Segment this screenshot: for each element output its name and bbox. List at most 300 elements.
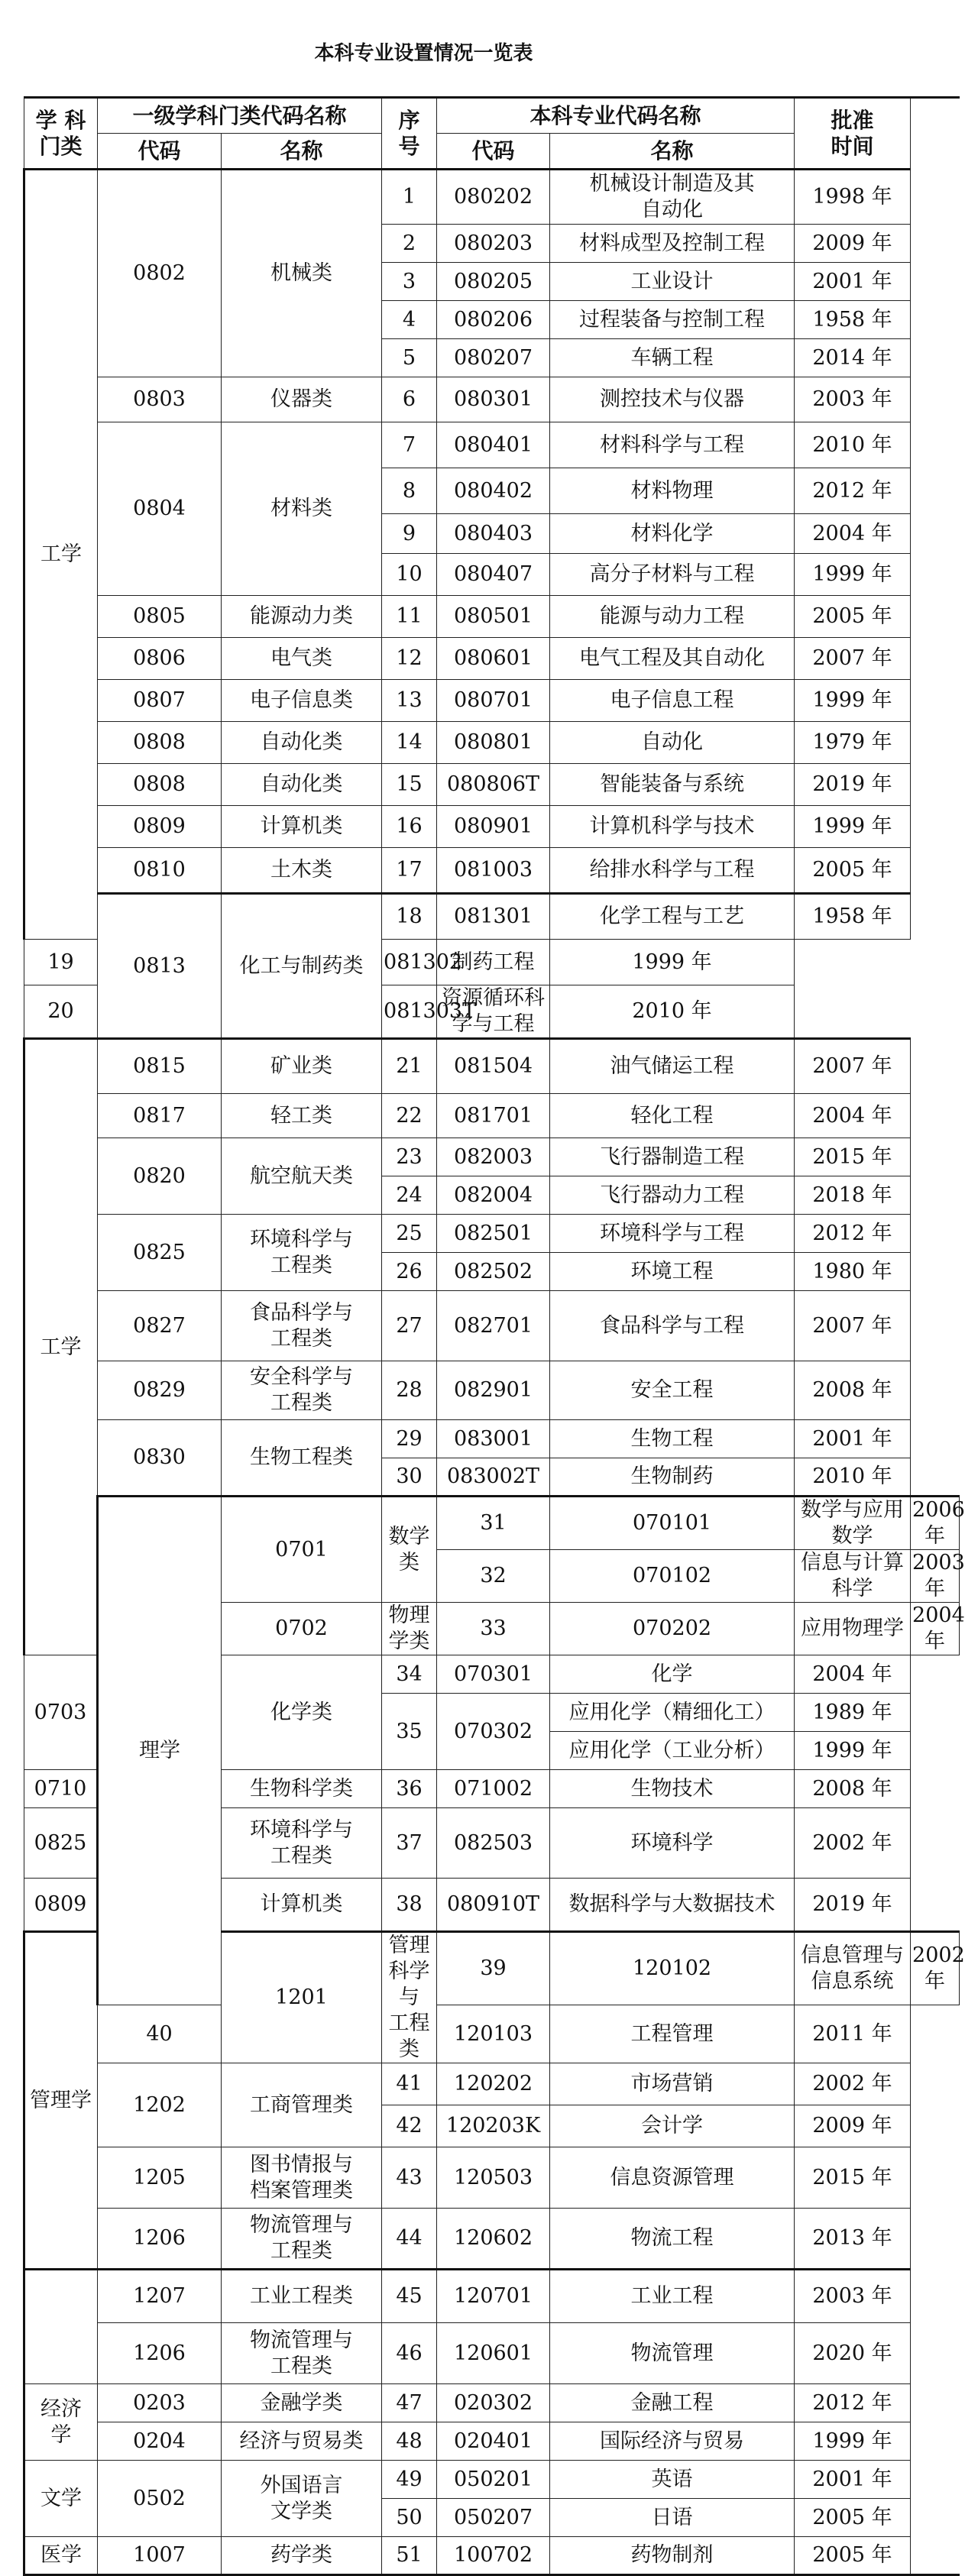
page-title: 本科专业设置情况一览表: [314, 41, 533, 65]
table-row: [24, 638, 960, 680]
discipline-code-cell: 0809: [98, 806, 222, 848]
major-name-cell: 机械设计制造及其 自动化: [550, 170, 795, 225]
major-code-cell: 080301: [437, 377, 550, 422]
discipline-name-cell: 经济与贸易类: [222, 2422, 382, 2461]
discipline-code-cell: 0820: [98, 1138, 222, 1215]
seq-cell: 50: [382, 2499, 437, 2537]
seq-cell: 33: [437, 1603, 550, 1655]
discipline-name-cell: 机械类: [222, 170, 382, 377]
approval-year-cell: 2007 年: [795, 1039, 911, 1094]
seq-cell: 27: [382, 1291, 437, 1361]
seq-cell: 39: [437, 1932, 550, 2005]
approval-year-cell: 1958 年: [795, 894, 911, 940]
approval-year-cell: 2003 年: [795, 2270, 911, 2323]
approval-year-cell: 1999 年: [550, 940, 795, 985]
table-row: [24, 2063, 960, 2105]
major-name-cell: 工业工程: [550, 2270, 795, 2323]
table-row: [24, 1138, 960, 1176]
discipline-code-cell: 0817: [98, 1094, 222, 1138]
discipline-name-cell: 管理科学与 工程类: [382, 1932, 437, 2063]
seq-cell: 1: [382, 170, 437, 225]
major-name-cell: 信息资源管理: [550, 2147, 795, 2209]
major-name-cell: 高分子材料与工程: [550, 554, 795, 596]
approval-year-cell: 2004 年: [795, 514, 911, 554]
major-code-cell: 120202: [437, 2063, 550, 2105]
major-code-cell: 081303T: [382, 985, 437, 1039]
table-row: [24, 1215, 960, 1253]
major-name-cell: 环境科学与工程: [550, 1215, 795, 1253]
major-code-cell: 081301: [437, 894, 550, 940]
table-row: [24, 2147, 960, 2209]
major-name-cell: 物流管理: [550, 2323, 795, 2384]
major-name-cell: 工业设计: [550, 263, 795, 301]
approval-year-cell: 2005 年: [795, 2537, 911, 2575]
approval-year-cell: 2019 年: [795, 1879, 911, 1932]
discipline-name-cell: 工业工程类: [222, 2270, 382, 2323]
discipline-code-cell: 0702: [222, 1603, 382, 1655]
major-code-cell: 082003: [437, 1138, 550, 1176]
category-cell: 管理学: [24, 1932, 98, 2270]
major-code-cell: 050201: [437, 2461, 550, 2499]
approval-year-cell: 2012 年: [795, 468, 911, 514]
seq-cell: 16: [382, 806, 437, 848]
major-code-cell: 082901: [437, 1361, 550, 1420]
header-first-code: 代码: [98, 134, 222, 170]
approval-year-cell: 1958 年: [795, 301, 911, 339]
major-code-cell: 080407: [437, 554, 550, 596]
header-approved: 批准 时间: [795, 98, 911, 170]
major-name-cell: 材料科学与工程: [550, 422, 795, 468]
major-code-cell: 050207: [437, 2499, 550, 2537]
discipline-code-cell: 0808: [98, 764, 222, 806]
discipline-name-cell: 计算机类: [222, 806, 382, 848]
major-name-cell: 生物工程: [550, 1420, 795, 1458]
discipline-code-cell: 0806: [98, 638, 222, 680]
approval-year-cell: 2008 年: [795, 1361, 911, 1420]
category-cell: 文学: [24, 2461, 98, 2537]
discipline-name-cell: 食品科学与 工程类: [222, 1291, 382, 1361]
discipline-name-cell: 计算机类: [222, 1879, 382, 1932]
category-cell: 经济 学: [24, 2384, 98, 2461]
seq-cell: 51: [382, 2537, 437, 2575]
approval-year-cell: 2001 年: [795, 1420, 911, 1458]
discipline-code-cell: 0807: [98, 680, 222, 722]
major-name-cell: 安全工程: [550, 1361, 795, 1420]
major-name-cell: 环境科学: [550, 1808, 795, 1879]
table-row: [24, 2323, 960, 2384]
seq-cell: 43: [382, 2147, 437, 2209]
seq-cell: 30: [382, 1458, 437, 1497]
approval-year-cell: 2003 年: [911, 1550, 960, 1603]
table-row: [24, 1039, 960, 1094]
seq-cell: 7: [382, 422, 437, 468]
table-row: [24, 1420, 960, 1458]
major-code-cell: 080501: [437, 596, 550, 638]
major-code-cell: 083001: [437, 1420, 550, 1458]
discipline-name-cell: 矿业类: [222, 1039, 382, 1094]
discipline-name-cell: 工商管理类: [222, 2063, 382, 2147]
table-row: [24, 1497, 960, 1550]
discipline-code-cell: 1202: [98, 2063, 222, 2147]
discipline-name-cell: 土木类: [222, 848, 382, 894]
major-code-cell: 080402: [437, 468, 550, 514]
discipline-code-cell: 0805: [98, 596, 222, 638]
table-row: [24, 806, 960, 848]
major-code-cell: 120203K: [437, 2105, 550, 2147]
major-name-cell: 测控技术与仪器: [550, 377, 795, 422]
seq-cell: 49: [382, 2461, 437, 2499]
seq-cell: 4: [382, 301, 437, 339]
discipline-name-cell: 安全科学与 工程类: [222, 1361, 382, 1420]
approval-year-cell: 1989 年: [795, 1694, 911, 1732]
approval-year-cell: 2010 年: [795, 422, 911, 468]
major-code-cell: 071002: [437, 1770, 550, 1808]
table-row: [24, 596, 960, 638]
approval-year-cell: 2003 年: [795, 377, 911, 422]
seq-cell: 3: [382, 263, 437, 301]
discipline-name-cell: 自动化类: [222, 722, 382, 764]
discipline-code-cell: 0703: [24, 1655, 98, 1770]
discipline-name-cell: 物流管理与 工程类: [222, 2323, 382, 2384]
discipline-name-cell: 化工与制药类: [222, 894, 382, 1039]
table-row: [24, 2422, 960, 2461]
approval-year-cell: 1998 年: [795, 170, 911, 225]
major-code-cell: 070302: [437, 1694, 550, 1770]
category-cell: 医学: [24, 2537, 98, 2575]
table-row: [24, 680, 960, 722]
discipline-name-cell: 电气类: [222, 638, 382, 680]
discipline-code-cell: 1207: [98, 2270, 222, 2323]
approval-year-cell: 1999 年: [795, 2422, 911, 2461]
discipline-name-cell: 生物工程类: [222, 1420, 382, 1497]
approval-year-cell: 2002 年: [795, 2063, 911, 2105]
seq-cell: 29: [382, 1420, 437, 1458]
seq-cell: 23: [382, 1138, 437, 1176]
header-first-level: 一级学科门类代码名称: [98, 98, 382, 134]
major-name-cell: 数学与应用数学: [795, 1497, 911, 1550]
approval-year-cell: 2012 年: [795, 1215, 911, 1253]
header-seq: 序 号: [382, 98, 437, 170]
discipline-code-cell: 0203: [98, 2384, 222, 2422]
seq-cell: 37: [382, 1808, 437, 1879]
discipline-code-cell: 0830: [98, 1420, 222, 1497]
seq-cell: 34: [382, 1655, 437, 1694]
seq-cell: 5: [382, 339, 437, 377]
table-row: [24, 848, 960, 894]
seq-cell: 41: [382, 2063, 437, 2105]
discipline-code-cell: 1201: [222, 1932, 382, 2063]
seq-cell: 18: [382, 894, 437, 940]
approval-year-cell: 1999 年: [795, 1732, 911, 1770]
discipline-code-cell: 0204: [98, 2422, 222, 2461]
approval-year-cell: 1999 年: [795, 806, 911, 848]
discipline-name-cell: 电子信息类: [222, 680, 382, 722]
category-cell: 理学: [98, 1497, 222, 2005]
table-row: [24, 722, 960, 764]
major-name-cell: 材料化学: [550, 514, 795, 554]
approval-year-cell: 2008 年: [795, 1770, 911, 1808]
seq-cell: 13: [382, 680, 437, 722]
approval-year-cell: 2005 年: [795, 848, 911, 894]
major-code-cell: 100702: [437, 2537, 550, 2575]
table-row: [24, 2270, 960, 2323]
major-name-cell: 生物制药: [550, 1458, 795, 1497]
table-body: [24, 170, 965, 2575]
major-name-cell: 化学工程与工艺: [550, 894, 795, 940]
seq-cell: 24: [382, 1176, 437, 1215]
major-code-cell: 082503: [437, 1808, 550, 1879]
major-code-cell: 120103: [437, 2005, 550, 2063]
category-cell: [24, 2270, 98, 2384]
approval-year-cell: 2001 年: [795, 2461, 911, 2499]
seq-cell: 44: [382, 2209, 437, 2270]
major-code-cell: 080401: [437, 422, 550, 468]
major-code-cell: 080207: [437, 339, 550, 377]
approval-year-cell: 2010 年: [550, 985, 795, 1039]
table-row: [24, 894, 960, 940]
approval-year-cell: 2004 年: [795, 1655, 911, 1694]
approval-year-cell: 2013 年: [795, 2209, 911, 2270]
approval-year-cell: 2002 年: [911, 1932, 960, 2005]
approval-year-cell: 2007 年: [795, 638, 911, 680]
major-code-cell: 080206: [437, 301, 550, 339]
category-cell: 工学: [24, 1039, 98, 1655]
approval-year-cell: 2015 年: [795, 2147, 911, 2209]
discipline-code-cell: 1206: [98, 2209, 222, 2270]
major-code-cell: 082004: [437, 1176, 550, 1215]
seq-cell: 46: [382, 2323, 437, 2384]
seq-cell: 31: [437, 1497, 550, 1550]
discipline-code-cell: 1205: [98, 2147, 222, 2209]
major-code-cell: 080701: [437, 680, 550, 722]
discipline-name-cell: 能源动力类: [222, 596, 382, 638]
seq-cell: 8: [382, 468, 437, 514]
table-row: [24, 1291, 960, 1361]
major-code-cell: 120602: [437, 2209, 550, 2270]
major-code-cell: 082502: [437, 1253, 550, 1291]
major-code-cell: 080205: [437, 263, 550, 301]
major-name-cell: 飞行器动力工程: [550, 1176, 795, 1215]
major-code-cell: 081504: [437, 1039, 550, 1094]
major-name-cell: 生物技术: [550, 1770, 795, 1808]
discipline-code-cell: 0710: [24, 1770, 98, 1808]
discipline-code-cell: 0804: [98, 422, 222, 596]
discipline-name-cell: 材料类: [222, 422, 382, 596]
major-name-cell: 车辆工程: [550, 339, 795, 377]
seq-cell: 25: [382, 1215, 437, 1253]
table-row: [24, 2461, 960, 2499]
approval-year-cell: 2019 年: [795, 764, 911, 806]
major-name-cell: 物流工程: [550, 2209, 795, 2270]
discipline-name-cell: 数学类: [382, 1497, 437, 1603]
major-code-cell: 020401: [437, 2422, 550, 2461]
approval-year-cell: 2015 年: [795, 1138, 911, 1176]
approval-year-cell: 1979 年: [795, 722, 911, 764]
major-name-cell: 能源与动力工程: [550, 596, 795, 638]
discipline-name-cell: 化学类: [222, 1655, 382, 1770]
approval-year-cell: 2001 年: [795, 263, 911, 301]
major-code-cell: 080806T: [437, 764, 550, 806]
seq-cell: 2: [382, 225, 437, 263]
seq-cell: 9: [382, 514, 437, 554]
discipline-name-cell: 环境科学与 工程类: [222, 1808, 382, 1879]
seq-cell: 6: [382, 377, 437, 422]
major-name-cell: 电子信息工程: [550, 680, 795, 722]
major-code-cell: 070101: [550, 1497, 795, 1550]
seq-cell: 32: [437, 1550, 550, 1603]
major-name-cell: 计算机科学与技术: [550, 806, 795, 848]
discipline-code-cell: 0810: [98, 848, 222, 894]
major-name-cell: 应用化学（工业分析）: [550, 1732, 795, 1770]
category-cell: 工学: [24, 170, 98, 940]
major-name-cell: 轻化工程: [550, 1094, 795, 1138]
major-name-cell: 电气工程及其自动化: [550, 638, 795, 680]
discipline-name-cell: 环境科学与 工程类: [222, 1215, 382, 1291]
major-name-cell: 飞行器制造工程: [550, 1138, 795, 1176]
table-row: [24, 377, 960, 422]
major-code-cell: 070102: [550, 1550, 795, 1603]
discipline-name-cell: 生物科学类: [222, 1770, 382, 1808]
table-row: [24, 764, 960, 806]
approval-year-cell: 2006 年: [911, 1497, 960, 1550]
discipline-code-cell: 0502: [98, 2461, 222, 2537]
seq-cell: 22: [382, 1094, 437, 1138]
discipline-name-cell: 仪器类: [222, 377, 382, 422]
seq-cell: 36: [382, 1770, 437, 1808]
discipline-name-cell: 外国语言 文学类: [222, 2461, 382, 2537]
major-name-cell: 应用化学（精细化工）: [550, 1694, 795, 1732]
major-code-cell: 080901: [437, 806, 550, 848]
approval-year-cell: 1999 年: [795, 554, 911, 596]
discipline-code-cell: 0829: [98, 1361, 222, 1420]
approval-year-cell: 2010 年: [795, 1458, 911, 1497]
major-name-cell: 自动化: [550, 722, 795, 764]
major-name-cell: 信息管理与信息系统: [795, 1932, 911, 2005]
major-code-cell: 081701: [437, 1094, 550, 1138]
approval-year-cell: 2009 年: [795, 225, 911, 263]
major-name-cell: 工程管理: [550, 2005, 795, 2063]
approval-year-cell: 2002 年: [795, 1808, 911, 1879]
major-code-cell: 080910T: [437, 1879, 550, 1932]
discipline-name-cell: 物理学类: [382, 1603, 437, 1655]
major-name-cell: 信息与计算科学: [795, 1550, 911, 1603]
major-name-cell: 日语: [550, 2499, 795, 2537]
seq-cell: 20: [24, 985, 98, 1039]
table-row: [24, 1361, 960, 1420]
approval-year-cell: 2020 年: [795, 2323, 911, 2384]
major-code-cell: 081302: [382, 940, 437, 985]
discipline-name-cell: 自动化类: [222, 764, 382, 806]
seq-cell: 28: [382, 1361, 437, 1420]
major-name-cell: 环境工程: [550, 1253, 795, 1291]
approval-year-cell: 2014 年: [795, 339, 911, 377]
table-row: [24, 2209, 960, 2270]
major-name-cell: 市场营销: [550, 2063, 795, 2105]
seq-cell: 40: [98, 2005, 222, 2063]
discipline-code-cell: 1007: [98, 2537, 222, 2575]
major-name-cell: 给排水科学与工程: [550, 848, 795, 894]
discipline-name-cell: 轻工类: [222, 1094, 382, 1138]
seq-cell: 45: [382, 2270, 437, 2323]
approval-year-cell: 2004 年: [795, 1094, 911, 1138]
approval-year-cell: 2018 年: [795, 1176, 911, 1215]
header-major: 本科专业代码名称: [437, 98, 795, 134]
major-name-cell: 油气储运工程: [550, 1039, 795, 1094]
major-code-cell: 082501: [437, 1215, 550, 1253]
seq-cell: 17: [382, 848, 437, 894]
header-category: 学 科 门类: [24, 98, 98, 170]
major-code-cell: 070301: [437, 1655, 550, 1694]
seq-cell: 47: [382, 2384, 437, 2422]
major-code-cell: 080403: [437, 514, 550, 554]
major-name-cell: 资源循环科学与工程: [437, 985, 550, 1039]
major-code-cell: 120503: [437, 2147, 550, 2209]
discipline-code-cell: 0803: [98, 377, 222, 422]
seq-cell: 19: [24, 940, 98, 985]
major-code-cell: 080203: [437, 225, 550, 263]
approval-year-cell: 1999 年: [795, 680, 911, 722]
discipline-code-cell: 0809: [24, 1879, 98, 1932]
discipline-code-cell: 0815: [98, 1039, 222, 1094]
seq-cell: 35: [382, 1694, 437, 1770]
discipline-code-cell: 0802: [98, 170, 222, 377]
discipline-code-cell: 0827: [98, 1291, 222, 1361]
seq-cell: 42: [382, 2105, 437, 2147]
major-code-cell: 120601: [437, 2323, 550, 2384]
discipline-code-cell: 1206: [98, 2323, 222, 2384]
major-name-cell: 制药工程: [437, 940, 550, 985]
table-header: [24, 98, 960, 170]
approval-year-cell: 1980 年: [795, 1253, 911, 1291]
major-code-cell: 120701: [437, 2270, 550, 2323]
major-name-cell: 材料成型及控制工程: [550, 225, 795, 263]
major-name-cell: 国际经济与贸易: [550, 2422, 795, 2461]
approval-year-cell: 2005 年: [795, 2499, 911, 2537]
major-name-cell: 药物制剂: [550, 2537, 795, 2575]
major-name-cell: 金融工程: [550, 2384, 795, 2422]
major-code-cell: 083002T: [437, 1458, 550, 1497]
discipline-name-cell: 药学类: [222, 2537, 382, 2575]
approval-year-cell: 2005 年: [795, 596, 911, 638]
major-name-cell: 材料物理: [550, 468, 795, 514]
seq-cell: 14: [382, 722, 437, 764]
table-row: [24, 2384, 960, 2422]
seq-cell: 11: [382, 596, 437, 638]
major-name-cell: 化学: [550, 1655, 795, 1694]
major-name-cell: 智能装备与系统: [550, 764, 795, 806]
major-code-cell: 080202: [437, 170, 550, 225]
discipline-code-cell: 0825: [98, 1215, 222, 1291]
discipline-code-cell: 0701: [222, 1497, 382, 1603]
header-major-name: 名称: [550, 134, 795, 170]
approval-year-cell: 2004 年: [911, 1603, 960, 1655]
seq-cell: 21: [382, 1039, 437, 1094]
discipline-name-cell: 金融学类: [222, 2384, 382, 2422]
approval-year-cell: 2012 年: [795, 2384, 911, 2422]
table-row: [24, 2537, 960, 2575]
major-code-cell: 081003: [437, 848, 550, 894]
major-name-cell: 数据科学与大数据技术: [550, 1879, 795, 1932]
seq-cell: 38: [382, 1879, 437, 1932]
major-code-cell: 120102: [550, 1932, 795, 2005]
seq-cell: 15: [382, 764, 437, 806]
major-code-cell: 070202: [550, 1603, 795, 1655]
header-first-name: 名称: [222, 134, 382, 170]
major-name-cell: 英语: [550, 2461, 795, 2499]
table-row: [24, 422, 960, 468]
major-code-cell: 080801: [437, 722, 550, 764]
seq-cell: 10: [382, 554, 437, 596]
